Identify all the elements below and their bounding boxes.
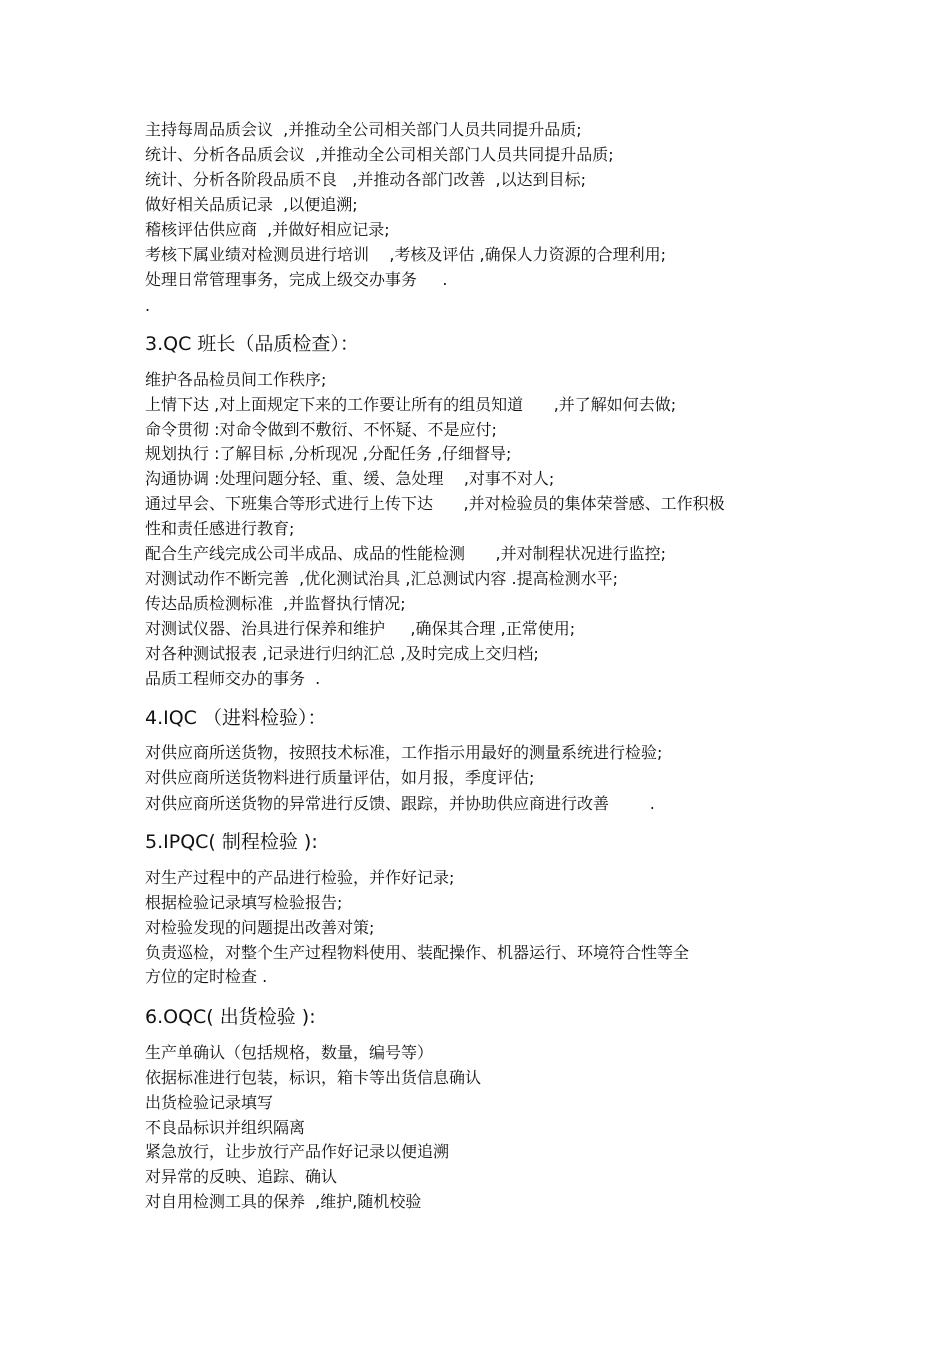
text-line: 维护各品检员间工作秩序; — [145, 370, 327, 389]
text-line: 对测试仪器、治具进行保养和维护 ,确保其合理 ,正常使用; — [145, 619, 576, 638]
section-heading-iqc: 4.IQC （进料检验）： — [145, 707, 327, 729]
text-line: 品质工程师交办的事务 . — [145, 669, 321, 688]
text-line: 上情下达 ,对上面规定下来的工作要让所有的组员知道 ,并了解如何去做; — [145, 395, 677, 414]
text-line: 性和责任感进行教育; — [145, 519, 295, 538]
text-line: 对供应商所送货物，按照技术标准，工作指示用最好的测量系统进行检验; — [145, 743, 663, 762]
text-line: 传达品质检测标准 ,并监督执行情况; — [145, 594, 406, 613]
text-line: 对测试动作不断完善 ,优化测试治具 ,汇总测试内容 .提高检测水平; — [145, 569, 618, 588]
text-line: 做好相关品质记录 ,以便追溯; — [145, 195, 358, 214]
text-line: 对供应商所送货物的异常进行反馈、跟踪，并协助供应商进行改善 . — [145, 794, 655, 813]
text-line: 稽核评估供应商 ,并做好相应记录; — [145, 220, 390, 239]
text-line: 依据标准进行包装，标识，箱卡等出货信息确认 — [145, 1068, 482, 1087]
text-line: 配合生产线完成公司半成品、成品的性能检测 ,并对制程状况进行监控; — [145, 544, 666, 563]
text-line: 统计、分析各品质会议 ,并推动全公司相关部门人员共同提升品质; — [145, 145, 614, 164]
text-line: 考核下属业绩对检测员进行培训 ,考核及评估 ,确保人力资源的合理利用; — [145, 245, 666, 264]
text-line: 出货检验记录填写 — [145, 1093, 274, 1112]
section-heading-ipqc: 5.IPQC( 制程检验 ): — [145, 831, 318, 853]
text-line: 命令贯彻 :对命令做到不敷衍、不怀疑、不是应付; — [145, 420, 497, 439]
text-line: 主持每周品质会议 ,并推动全公司相关部门人员共同提升品质; — [145, 120, 582, 139]
text-line: 通过早会、下班集合等形式进行上传下达 ,并对检验员的集体荣誉感、工作积极 — [145, 494, 725, 513]
text-line: 规划执行 :了解目标 ,分析现况 ,分配任务 ,仔细督导; — [145, 444, 512, 463]
section-heading-qc: 3.QC 班长（品质检查）： — [145, 333, 359, 355]
section-heading-oqc: 6.OQC( 出货检验 ): — [145, 1006, 316, 1028]
text-line: 对供应商所送货物料进行质量评估，如月报，季度评估; — [145, 768, 535, 787]
text-line: 对各种测试报表 ,记录进行归纳汇总 ,及时完成上交归档; — [145, 644, 539, 663]
text-line: 对异常的反映、追踪、确认 — [145, 1167, 338, 1186]
end-dot: . — [145, 296, 151, 315]
text-line: 紧急放行，让步放行产品作好记录以便追溯 — [145, 1142, 450, 1161]
text-line: 对自用检测工具的保养 ,维护,随机校验 — [145, 1192, 422, 1211]
text-line: 沟通协调 :处理问题分轻、重、缓、急处理 ,对事不对人; — [145, 469, 555, 488]
text-line: 负责巡检，对整个生产过程物料使用、装配操作、机器运行、环境符合性等全 — [145, 943, 690, 962]
text-line: 方位的定时检查 . — [145, 967, 268, 986]
text-line: 统计、分析各阶段品质不良 ,并推动各部门改善 ,以达到目标; — [145, 170, 586, 189]
text-line: 不良品标识并组织隔离 — [145, 1118, 306, 1137]
text-line: 对生产过程中的产品进行检验，并作好记录; — [145, 868, 455, 887]
text-line: 生产单确认（包括规格，数量，编号等） — [145, 1043, 434, 1062]
text-line: 处理日常管理事务，完成上级交办事务 . — [145, 270, 448, 289]
text-line: 根据检验记录填写检验报告; — [145, 893, 343, 912]
text-line: 对检验发现的问题提出改善对策; — [145, 918, 375, 937]
